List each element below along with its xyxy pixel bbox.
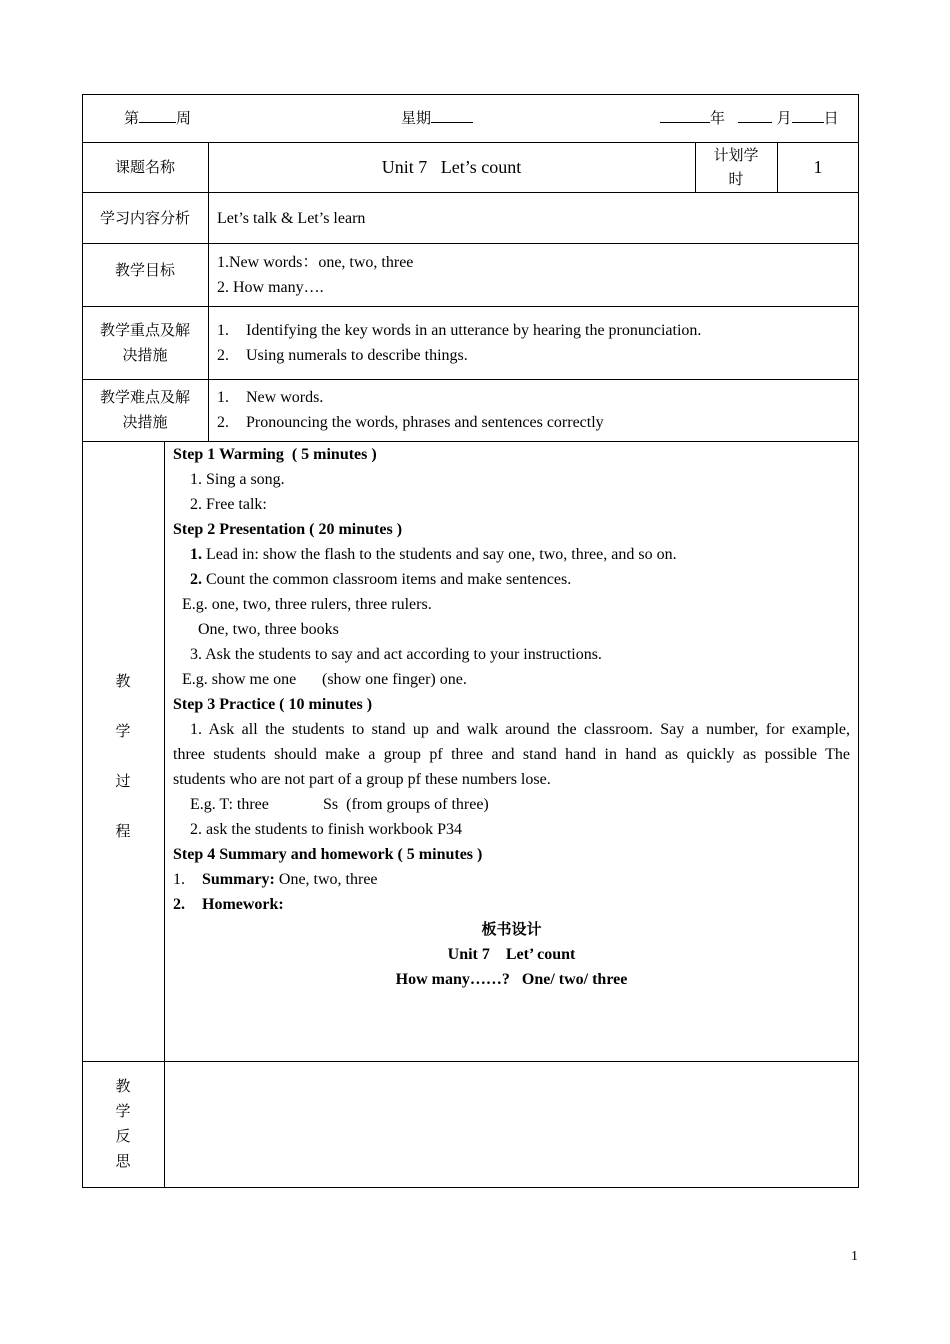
board-title: 板书设计 [481,920,542,938]
difficulty-line: Pronouncing the words, phrases and sentences correctly [246,414,604,431]
row-divider [82,1061,859,1062]
step-num: 1. [173,871,185,888]
step-line: Summary: One, two, three [202,871,378,888]
goal-label: 教学目标 [114,261,175,279]
reflection-label-char: 反 [115,1127,131,1145]
row-divider [82,379,859,380]
key-num: 1. [217,322,229,339]
process-label-char: 教 [115,672,131,690]
step-line: 1. Sing a song. [190,471,285,488]
board-line: How many……? One/ two/ three [395,971,628,988]
step-paragraph: 1. Ask all the students to stand up and walk around the classroom. Say a number, for example, [190,721,850,738]
row-divider [82,306,859,307]
page-number: 1 [851,1249,858,1264]
process-label-char: 程 [115,822,131,840]
step-line: E.g. T: three [190,796,269,813]
step-line: E.g. show me one [182,671,297,688]
board-line: Unit 7 Let’ count [447,946,576,963]
step-heading: Step 3 Practice ( 10 minutes ) [173,696,373,713]
step-line: Ss (from groups of three) [323,796,489,813]
week-field: 第 周 [124,109,192,127]
key-line: Using numerals to describe things. [246,347,468,364]
process-label-char: 过 [115,772,131,790]
step-line: One, two, three books [198,621,339,638]
hours-label: 时 [728,170,744,188]
step-heading: Step 4 Summary and homework ( 5 minutes ) [173,846,483,863]
difficulty-num: 2. [217,414,229,431]
step-heading: Step 2 Presentation ( 20 minutes ) [173,521,403,538]
step-heading: Step 1 Warming ( 5 minutes ) [173,446,377,463]
step-line: 1. Lead in: show the flash to the students and say one, two, three, and so on. [190,546,677,563]
row-divider [82,192,859,193]
reflection-label-char: 思 [115,1152,131,1170]
topic-label: 课题名称 [114,158,175,176]
step-line: (show one finger) one. [322,671,467,688]
reflection-label-char: 学 [115,1102,131,1120]
hours-value: 1 [813,157,823,177]
step-line: 3. Ask the students to say and act according to your instructions. [190,646,602,663]
goal-line: 1.New words：one, two, three [217,254,414,271]
reflection-label-char: 教 [115,1077,131,1095]
goal-line: 2. How many…. [217,279,324,296]
date-field: 年 月 日 [660,106,839,131]
difficulty-label: 决措施 [122,413,168,431]
key-num: 2. [217,347,229,364]
difficulty-label: 教学难点及解 [99,388,190,406]
step-paragraph: students who are not part of a group pf these numbers lose. [173,771,551,788]
step-num: 2. [173,896,185,913]
analysis-value: Let’s talk & Let’s learn [217,210,366,227]
step-line: Homework: [202,896,284,913]
step-line: 2. Count the common classroom items and make sentences. [190,571,572,588]
step-line: 2. ask the students to finish workbook P34 [190,821,462,838]
step-line: E.g. one, two, three rulers, three rulers. [182,596,432,613]
col-divider [164,441,165,1188]
hours-label: 计划学 [713,146,759,164]
weekday-field: 星期 [401,106,473,131]
analysis-label: 学习内容分析 [99,209,190,227]
key-label: 教学重点及解 [99,321,190,339]
step-line: 2. Free talk: [190,496,267,513]
process-label-char: 学 [115,722,131,740]
row-divider [82,243,859,244]
step-paragraph: three students should make a group pf three and stand hand in hand as quickly as possible The [173,746,850,763]
topic-value: Unit 7 Let’s count [381,157,522,177]
key-label: 决措施 [122,346,168,364]
difficulty-num: 1. [217,389,229,406]
difficulty-line: New words. [246,389,324,406]
col-divider [208,142,209,441]
key-line: Identifying the key words in an utterance by hearing the pronunciation. [246,322,702,339]
